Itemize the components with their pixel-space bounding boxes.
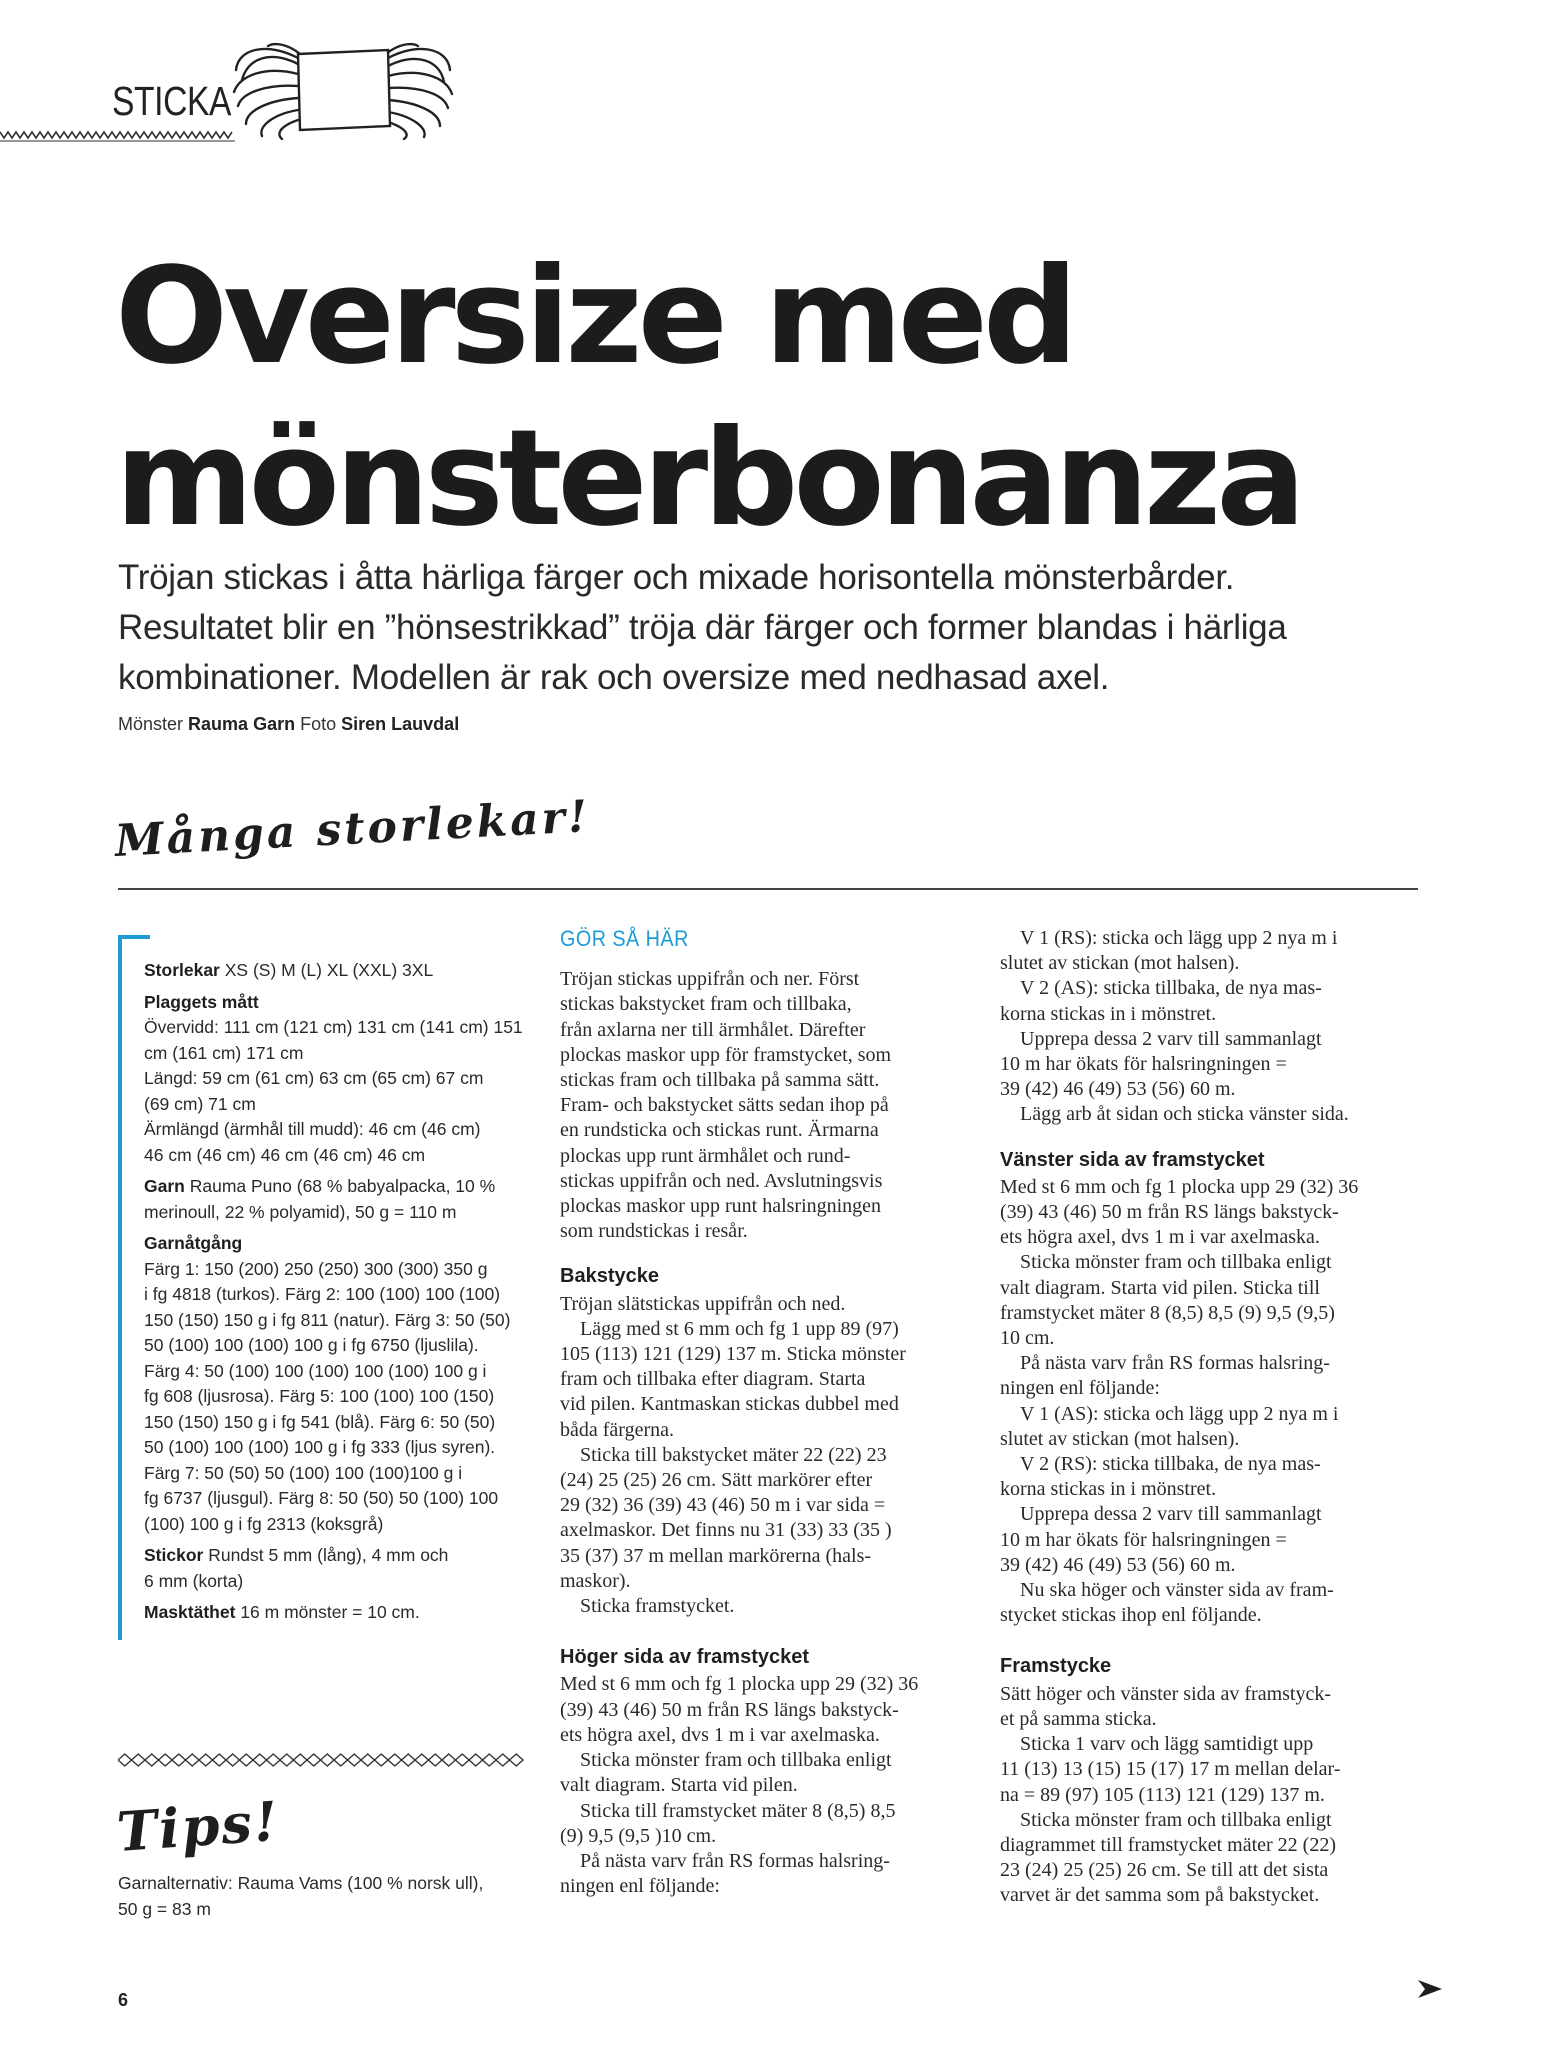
- yarn-amount-line: 150 (150) 150 g i fg 811 (natur). Färg 3: 50 (50): [144, 1309, 511, 1330]
- text-line: 35 (37) 37 m mellan markörerna (hals-: [560, 1544, 872, 1567]
- diamond-mark: [348, 1754, 362, 1766]
- diamond-mark: [118, 1754, 132, 1766]
- diamond-mark: [442, 1754, 456, 1766]
- text-line: (39) 43 (46) 50 m från RS längs bakstyck-: [560, 1698, 899, 1721]
- text-line: plockas upp runt ärmhålet och rund-: [560, 1144, 851, 1167]
- credits: [118, 714, 459, 735]
- text-line: från axlarna ner till ärmhålet. Därefter: [560, 1018, 866, 1041]
- intro-line: kombinationer. Modellen är rak och oversize med nedhasad axel.: [118, 658, 1110, 697]
- yarn-amount-lines: [144, 1257, 524, 1538]
- diamond-mark: [132, 1754, 146, 1766]
- specs-yarn-amount: [144, 1231, 524, 1537]
- diamond-mark: [307, 1754, 321, 1766]
- diamond-mark: [186, 1754, 200, 1766]
- text-line: (24) 25 (25) 26 cm. Sätt markörer efter: [560, 1469, 873, 1492]
- text-line: 105 (113) 121 (129) 137 m. Sticka mönster: [560, 1343, 906, 1366]
- title-line-1: Oversize med: [115, 240, 1074, 394]
- text-line: Sticka mönster fram och tillbaka enligt: [1020, 1251, 1332, 1274]
- front-text: [1000, 1682, 1430, 1909]
- text-line: Sticka mönster fram och tillbaka enligt: [580, 1749, 892, 1772]
- text-line: Lägg arb åt sidan och sticka vänster sida.: [1020, 1103, 1349, 1126]
- back-text: [560, 1292, 990, 1620]
- tips-line: 50 g = 83 m: [118, 1899, 211, 1919]
- needles-label: Stickor: [144, 1545, 204, 1565]
- text-line: båda färgerna.: [560, 1418, 675, 1441]
- needles-line: Rundst 5 mm (lång), 4 mm och: [208, 1545, 449, 1565]
- intro-line: Tröjan stickas i åtta härliga färger och mixade horisontella mönsterbårder.: [118, 558, 1235, 597]
- text-line: stickas bakstycket fram och tillbaka,: [560, 993, 852, 1016]
- specs-accent-cap: [118, 935, 150, 939]
- text-line: ningen enl följande:: [560, 1875, 720, 1898]
- text-line: 39 (42) 46 (49) 53 (56) 60 m.: [1000, 1553, 1236, 1576]
- diamond-mark: [375, 1754, 389, 1766]
- text-line: Sätt höger och vänster sida av framstyck-: [1000, 1682, 1332, 1705]
- back-heading: Bakstycke: [560, 1265, 659, 1288]
- text-line: V 2 (AS): sticka tillbaka, de nya mas-: [1020, 977, 1322, 1000]
- title-line-2: mönsterbonanza: [115, 402, 1302, 556]
- article-title: [115, 236, 1495, 560]
- specs-yarn: [144, 1174, 524, 1225]
- diamond-mark: [240, 1754, 254, 1766]
- text-line: stickas fram och tillbaka på samma sätt.: [560, 1069, 880, 1092]
- diamond-mark: [253, 1754, 267, 1766]
- credit-photo-value: Siren Lauvdal: [341, 714, 460, 734]
- text-line: Sticka framstycket.: [580, 1595, 735, 1618]
- text-line: Sticka 1 varv och lägg samtidigt upp: [1020, 1733, 1314, 1756]
- text-line: 10 m har ökats för halsringningen =: [1000, 1528, 1287, 1551]
- instructions-column-3: [1000, 926, 1430, 1909]
- text-line: slutet av stickan (mot halsen).: [1000, 952, 1240, 975]
- measures-line: 46 cm (46 cm) 46 cm (46 cm) 46 cm: [144, 1144, 426, 1165]
- text-line: vid pilen. Kantmaskan stickas dubbel med: [560, 1393, 899, 1416]
- yarn-amount-line: fg 6737 (ljusgul). Färg 8: 50 (50) 50 (100) 100: [144, 1488, 499, 1508]
- right-front-heading: Höger sida av framstycket: [560, 1646, 810, 1669]
- text-line: som rundstickas i resår.: [560, 1220, 748, 1243]
- text-line: plockas maskor upp runt halsringningen: [560, 1195, 882, 1218]
- text-line: Tröjan slätstickas uppifrån och ned.: [560, 1292, 846, 1315]
- text-line: korna stickas in i mönstret.: [1000, 1478, 1217, 1501]
- text-line: Sticka till framstycket mäter 8 (8,5) 8,5: [580, 1799, 896, 1822]
- yarn-amount-line: fg 608 (ljusrosa). Färg 5: 100 (100) 100 (150): [144, 1386, 495, 1406]
- yarn-amount-line: 50 (100) 100 (100) 100 g i fg 333 (ljus syren).: [144, 1437, 496, 1457]
- yarn-amount-line: i fg 4818 (turkos). Färg 2: 100 (100) 100 (100): [144, 1284, 501, 1304]
- text-line: 10 cm.: [1000, 1327, 1055, 1350]
- text-line: framstycket mäter 8 (8,5) 8,5 (9) 9,5 (9,5): [1000, 1301, 1335, 1324]
- text-line: 23 (24) 25 (25) 26 cm. Se till att det sista: [1000, 1859, 1329, 1882]
- instructions-column-2: [560, 926, 990, 1899]
- text-line: På nästa varv från RS formas halsring-: [580, 1849, 890, 1872]
- text-line: plockas maskor upp för framstycket, som: [560, 1043, 892, 1066]
- diamond-mark: [145, 1754, 159, 1766]
- text-line: 11 (13) 13 (15) 15 (17) 17 m mellan delar-: [1000, 1758, 1341, 1781]
- text-line: Tröjan stickas uppifrån och ner. Först: [560, 968, 860, 991]
- tips-text: [118, 1870, 538, 1922]
- text-line: diagrammet till framstycket mäter 22 (22): [1000, 1833, 1336, 1856]
- right-front-text: [560, 1672, 990, 1899]
- measures-line: Längd: 59 cm (61 cm) 63 cm (65 cm) 67 cm: [144, 1068, 484, 1088]
- measures-lines: [144, 1015, 524, 1168]
- text-line: 39 (42) 46 (49) 53 (56) 60 m.: [1000, 1078, 1236, 1101]
- text-line: axelmaskor. Det finns nu 31 (33) 33 (35 ): [560, 1519, 892, 1542]
- text-line: maskor).: [560, 1569, 631, 1592]
- diamond-mark: [402, 1754, 416, 1766]
- gauge-label: Masktäthet: [144, 1602, 236, 1622]
- text-line: na = 89 (97) 105 (113) 121 (129) 137 m.: [1000, 1783, 1325, 1806]
- text-line: Upprepa dessa 2 varv till sammanlagt: [1020, 1027, 1322, 1050]
- yarn-amount-label: Garnåtgång: [144, 1233, 243, 1253]
- text-line: V 2 (RS): sticka tillbaka, de nya mas-: [1020, 1453, 1321, 1476]
- text-line: stickas uppifrån och ned. Avslutningsvis: [560, 1169, 883, 1192]
- diamond-border-icon: [118, 1752, 530, 1768]
- diamond-mark: [456, 1754, 470, 1766]
- left-front-heading: Vänster sida av framstycket: [1000, 1148, 1265, 1171]
- diamond-mark: [361, 1754, 375, 1766]
- credit-photo-label: Foto: [300, 714, 337, 734]
- text-line: Nu ska höger och vänster sida av fram-: [1020, 1579, 1334, 1602]
- tips-line: Garnalternativ: Rauma Vams (100 % norsk ull),: [118, 1873, 484, 1893]
- specs-box: [144, 958, 524, 1632]
- specs-sizes: [144, 958, 524, 984]
- text-line: fram och tillbaka efter diagram. Starta: [560, 1368, 866, 1391]
- left-front-text: [1000, 1175, 1430, 1629]
- section-label: STICKA: [112, 78, 231, 124]
- text-line: 29 (32) 36 (39) 43 (46) 50 m i var sida =: [560, 1494, 886, 1517]
- text-line: (39) 43 (46) 50 m från RS längs bakstyck-: [1000, 1201, 1339, 1224]
- yarn-line: merinoull, 22 % polyamid), 50 g = 110 m: [144, 1201, 457, 1222]
- diamond-mark: [415, 1754, 429, 1766]
- text-line: (9) 9,5 (9,5 )10 cm.: [560, 1824, 717, 1847]
- diamond-mark: [496, 1754, 510, 1766]
- text-line: slutet av stickan (mot halsen).: [1000, 1427, 1240, 1450]
- sizes-value: XS (S) M (L) XL (XXL) 3XL: [224, 960, 434, 980]
- diamond-mark: [213, 1754, 227, 1766]
- specs-gauge: [144, 1600, 524, 1626]
- tips-heading: Tips!: [114, 1788, 282, 1864]
- diamond-mark: [172, 1754, 186, 1766]
- text-line: Upprepa dessa 2 varv till sammanlagt: [1020, 1503, 1322, 1526]
- diamond-mark: [267, 1754, 281, 1766]
- diamond-mark: [294, 1754, 308, 1766]
- intro-line: Resultatet blir en ”hönsestrikkad” tröja där färger och former blandas i härliga: [118, 608, 1287, 647]
- yarn-amount-line: (100) 100 g i fg 2313 (koksgrå): [144, 1513, 384, 1534]
- diamond-mark: [159, 1754, 173, 1766]
- yarn-amount-line: 50 (100) 100 (100) 100 g i fg 6750 (ljuslila).: [144, 1335, 479, 1355]
- yarn-amount-line: Färg 1: 150 (200) 250 (250) 300 (300) 350 g: [144, 1258, 488, 1279]
- yarn-amount-line: Färg 7: 50 (50) 50 (100) 100 (100)100 g i: [144, 1462, 463, 1483]
- horizontal-rule: [118, 888, 1418, 890]
- text-line: 10 m har ökats för halsringningen =: [1000, 1053, 1287, 1076]
- measures-line: Ärmlängd (ärmhål till mudd): 46 cm (46 cm): [144, 1119, 481, 1139]
- credit-pattern-value: Rauma Garn: [188, 714, 296, 734]
- diamond-mark: [510, 1754, 524, 1766]
- zigzag-border-icon: [0, 128, 235, 142]
- diamond-mark: [429, 1754, 443, 1766]
- text-line: Fram- och bakstycket sätts sedan ihop på: [560, 1094, 889, 1117]
- text-line: På nästa varv från RS formas halsring-: [1020, 1352, 1330, 1375]
- measures-line: Övervidd: 111 cm (121 cm) 131 cm (141 cm) 151: [144, 1017, 523, 1037]
- text-line: Med st 6 mm och fg 1 plocka upp 29 (32) 36: [560, 1673, 919, 1696]
- page-number: 6: [118, 1990, 129, 2010]
- diamond-mark: [469, 1754, 483, 1766]
- text-line: valt diagram. Starta vid pilen.: [560, 1774, 798, 1797]
- text-line: varvet är det samma som på bakstycket.: [1000, 1884, 1320, 1907]
- script-heading: Många storlekar!: [113, 791, 592, 867]
- specs-accent-bar: [118, 935, 122, 1640]
- front-heading: Framstycke: [1000, 1655, 1112, 1678]
- specs-measures: [144, 990, 524, 1169]
- text-line: korna stickas in i mönstret.: [1000, 1002, 1217, 1025]
- neck-shaping-text: [1000, 926, 1430, 1128]
- yarn-amount-line: Färg 4: 50 (100) 100 (100) 100 (100) 100 g i: [144, 1360, 487, 1381]
- diamond-mark: [483, 1754, 497, 1766]
- text-line: stycket stickas ihop enl följande.: [1000, 1604, 1262, 1627]
- credit-pattern-label: Mönster: [118, 714, 184, 734]
- measures-label: Plaggets mått: [144, 991, 259, 1012]
- text-line: valt diagram. Starta vid pilen. Sticka till: [1000, 1276, 1320, 1299]
- sizes-label: Storlekar: [144, 960, 220, 980]
- text-line: V 1 (AS): sticka och lägg upp 2 nya m i: [1020, 1402, 1339, 1425]
- text-line: ets högra axel, dvs 1 m i var axelmaska.: [560, 1723, 880, 1746]
- diamond-mark: [321, 1754, 335, 1766]
- yarn-skein-icon: [228, 40, 458, 140]
- text-line: ets högra axel, dvs 1 m i var axelmaska.: [1000, 1226, 1320, 1249]
- text-line: ningen enl följande:: [1000, 1377, 1160, 1400]
- needles-line: 6 mm (korta): [144, 1570, 244, 1591]
- diamond-mark: [199, 1754, 213, 1766]
- text-line: Med st 6 mm och fg 1 plocka upp 29 (32) 36: [1000, 1175, 1359, 1198]
- diamond-mark: [280, 1754, 294, 1766]
- text-line: Sticka mönster fram och tillbaka enligt: [1020, 1808, 1332, 1831]
- diamond-mark: [388, 1754, 402, 1766]
- yarn-amount-line: 150 (150) 150 g i fg 541 (blå). Färg 6: 50 (50): [144, 1411, 496, 1432]
- yarn-label: Garn: [144, 1176, 185, 1196]
- text-line: et på samma sticka.: [1000, 1707, 1157, 1730]
- text-line: Lägg med st 6 mm och fg 1 upp 89 (97): [580, 1317, 899, 1340]
- measures-line: (69 cm) 71 cm: [144, 1093, 256, 1114]
- gauge-value: 16 m mönster = 10 cm.: [240, 1602, 420, 1622]
- instructions-kicker: GÖR SÅ HÄR: [560, 926, 689, 951]
- text-line: en rundsticka och stickas runt. Ärmarna: [560, 1119, 879, 1142]
- text-line: V 1 (RS): sticka och lägg upp 2 nya m i: [1020, 927, 1338, 949]
- measures-line: cm (161 cm) 171 cm: [144, 1042, 304, 1063]
- diamond-mark: [226, 1754, 240, 1766]
- specs-needles: [144, 1543, 524, 1594]
- yarn-line: Rauma Puno (68 % babyalpacka, 10 %: [189, 1176, 496, 1196]
- intro-paragraph: [118, 553, 1458, 703]
- text-line: Sticka till bakstycket mäter 22 (22) 23: [580, 1443, 887, 1466]
- diamond-mark: [334, 1754, 348, 1766]
- continue-arrow-icon: [1418, 1980, 1442, 1998]
- instructions-intro: [560, 967, 990, 1244]
